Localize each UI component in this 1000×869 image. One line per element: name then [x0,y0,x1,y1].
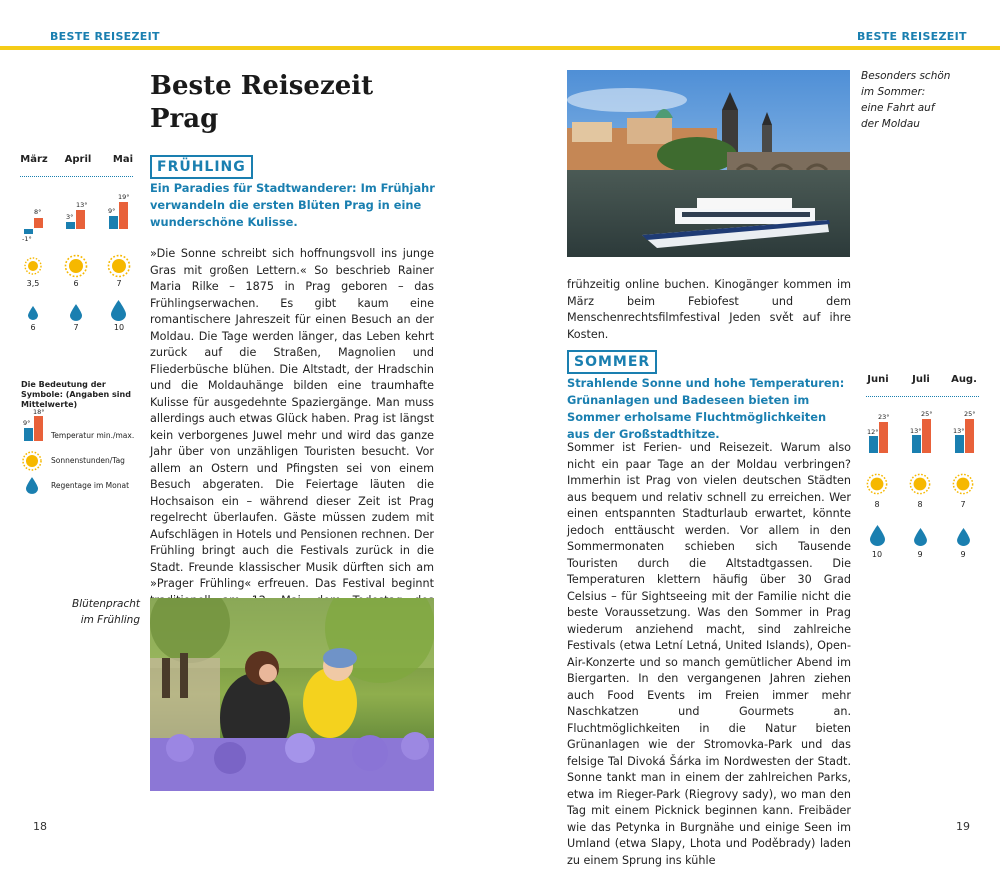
continued-text [567,277,851,343]
month-label: März [20,154,48,165]
month-label: Aug. [951,374,977,385]
temp-max-bar [34,416,43,441]
spring-body-text [150,246,434,626]
sun-icon [909,473,931,495]
temp-max-label: 13° [76,201,88,209]
raindrop-icon [957,528,970,546]
sun-icon [22,451,42,471]
temp-max-bar [34,218,43,228]
sun-icon [107,254,131,278]
rain-days-label: 7 [73,323,79,332]
sun-hours-label: 8 [874,500,880,509]
temp-min-label: 3° [66,213,74,221]
sun-icon [64,254,88,278]
month-label: Juni [867,374,889,385]
raindrop-icon [28,306,38,320]
sun-hours-label: 7 [116,279,122,288]
summer-subhead: Strahlende Sonne und hohe Temperaturen: Grünanlagen und Badeseen bieten im Sommer erholsame Fluchtmöglichkeiten aus der Großstadthitze. [567,376,845,441]
spring-photo-image [150,598,434,791]
spring-paragraph: »Die Sonne schreibt sich hoffnungsvoll ins junge Gras mit großen Lettern.« So beschrieb Rainer Maria Rilke – 1875 in Prag geboren – das Frühlingserwachen. Es gibt kaum eine romantischere Jahreszeit für einen Besuch an der Moldau. Die Tage werden länger, das Leben kehrt zurück auf die Straßen, Magnolien und Fliederbüsche blühen. Die Altstadt, der Hradschin und die Moldauhänge bilden eine traumhafte Kulisse für ausgedehnte Spaziergänge. Man muss allerdings auch etwas Glück haben. Prag ist längst kein verborgenes Juwel mehr und wird das ganze Jahr über von unzähligen Touristen besucht. Vor allem an Ostern und Pfingsten sei von einem Besuch abgeraten. Die Feiertage läuten die Hochsaison ein – während dieser Zeit ist Prag regelrecht überlaufen. Gäste müssen zudem mit Aufschlägen in Hotels und Pensionen rechnen. Der Frühling bringt auch die Festivals zurück in die Stadt. Freunde klassischer Musik dürften sich am »Prager Frühling« erfreuen. Das Festival beginnt [150,247,434,590]
legend-sun-text: Sonnenstunden/Tag [51,456,125,465]
sun-icon [952,473,974,495]
summer-body-text [567,440,851,869]
temp-min-bar [66,222,75,229]
header-tag-left: BESTE REISEZEIT [50,30,160,43]
divider [866,396,979,397]
boat-photo-image [567,70,850,257]
rain-days-label: 6 [30,323,36,332]
temp-min-bar [24,229,33,234]
month-label: Mai [112,154,134,165]
raindrop-icon [70,304,82,321]
page-title [150,70,450,136]
sun-hours-label: 3,5 [26,279,40,288]
raindrop-icon [26,477,38,494]
month-label: April [64,154,92,165]
month-label: Juli [912,374,930,385]
temp-max-label: 18° [33,408,45,416]
temp-min-bar [109,216,118,229]
temp-min-bar [955,435,964,453]
temp-min-label: 9° [108,207,116,215]
legend-rain-text: Regentage im Monat [51,481,130,490]
rain-days-label: 10 [113,323,125,332]
temp-min-label: -1° [22,235,32,243]
header-tag-right: BESTE REISEZEIT [857,30,967,43]
temp-max-bar [119,202,128,229]
rain-days-label: 9 [917,550,923,559]
boat-photo [567,70,850,257]
raindrop-icon [914,528,927,546]
raindrop-icon [111,300,126,321]
sun-icon [866,473,888,495]
photo-caption-spring: Blütenpracht im Frühling [72,598,140,626]
raindrop-icon [870,525,885,546]
temp-max-label: 23° [878,413,890,421]
temp-max-bar [965,419,974,453]
temp-min-bar [24,428,33,441]
sun-icon [24,257,42,275]
spring-subhead: Ein Paradies für Stadtwanderer: Im Frühjahr verwandeln die ersten Blüten Prag in eine wunderschöne Kulisse. [150,181,435,229]
sun-hours-label: 6 [73,279,79,288]
temp-min-label: 13° [910,427,922,435]
sun-hours-label: 8 [917,500,923,509]
legend-title: Die Bedeutung der Symbole: (Angaben sind Mittelwerte) [21,380,131,409]
temp-max-label: 25° [921,410,933,418]
temp-max-label: 25° [964,410,976,418]
temp-max-bar [922,419,931,453]
page-number-left: 18 [33,820,47,833]
page-number-right: 19 [956,820,970,833]
summer-paragraph: Sommer ist Ferien- und Reisezeit. Warum also nicht ein paar Tage an der Moldau verbringen? Immerhin ist Prag von vielen deutschen Städten aus bequem und relativ schnell zu erreichen. Wer einen entspannten Stadturlaub erwartet, könnte jedoch enttäuscht werden. Vor allem in den Sommermonaten schieben sich Tausende Touristen durch die Altstadtgassen. Die Temperaturen klettern häufig über 30 Grad Celsius – für Sightseeing mit der Familie nicht die beste Voraussetzung. Was den Sommer in Prag wiederum anziehend macht, sind zahlreiche Festivals (etwa Letní Letná, United Islands), Open-Air-Konzerte und so manch gemütlicher Abend im Biergarten. In den vergangenen Jahren ziehen auch Food Events im Freien immer mehr Naschkatzen und Gourmets an. Fluchtmöglichkeiten in die Natur bieten Grünanlagen wie der Stromovka-Park und das felsige Tal Divoká Šárka im Nordwesten der Stadt. Sonne tankt man in einem der zahlreichen Parks, etwa im Rieger-Park (Riegrovy sady), wo man den Tag mit einem Picknick beginnen kann. Freibäder wie das Petynka in Burgnähe und einige Seen im Umland (etwa Slapy, Lhota und Poděbrady) laden zu einem Sprung ins kühle [567,441,851,867]
temp-max-bar [76,210,85,229]
title-line-1: Beste Reisezeit [150,71,374,101]
temp-min-label: 13° [953,427,965,435]
photo-caption-boat: Besonders schön im Sommer: eine Fahrt auf der Moldau [861,70,951,130]
temp-min-bar [912,435,921,453]
header-rule [0,46,1000,50]
rain-days-label: 10 [871,550,883,559]
divider [20,176,133,177]
temp-min-label: 12° [867,428,879,436]
temp-min-bar [869,436,878,453]
sun-hours-label: 7 [960,500,966,509]
season-label-spring: FRÜHLING [150,155,253,179]
season-label-summer: SOMMER [567,350,657,374]
continued-paragraph: frühzeitig online buchen. Kinogänger kommen im März beim Febiofest und dem Menschenrechtsfilmfestival Jeden svět auf ihre Kosten. [567,278,851,341]
temp-max-bar [879,422,888,453]
title-line-2: Prag [150,104,219,134]
rain-days-label: 9 [960,550,966,559]
temp-min-label: 9° [23,419,31,427]
legend-temp-text: Temperatur min./max. [51,431,135,440]
temp-max-label: 19° [118,193,130,201]
spring-photo [150,598,434,791]
temp-max-label: 8° [34,208,42,216]
